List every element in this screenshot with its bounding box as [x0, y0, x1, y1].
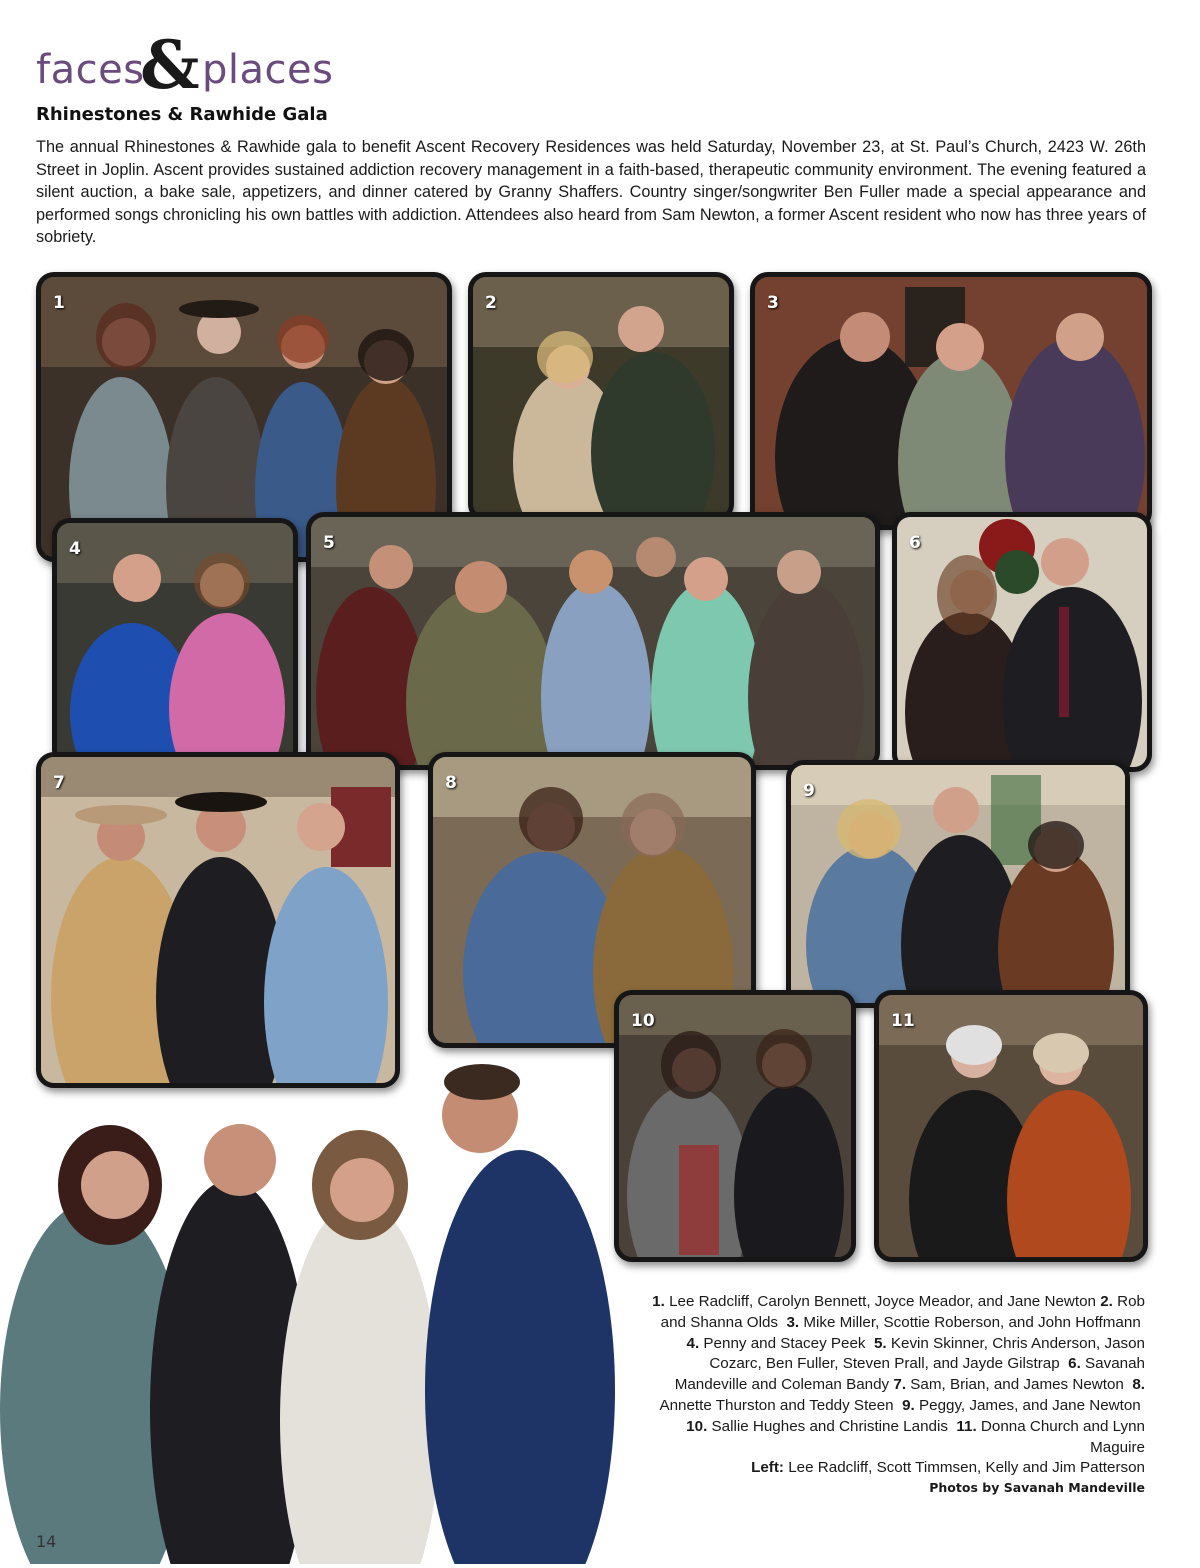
photo-9 — [786, 760, 1130, 1008]
photo-number: 2 — [485, 293, 497, 313]
caption-text: Donna Church and Lynn Maguire — [980, 1417, 1145, 1456]
photo-6 — [892, 512, 1152, 772]
caption-text: Mike Miller, Scottie Roberson, and John Hoffmann — [803, 1313, 1141, 1331]
photo-number: 11 — [891, 1011, 915, 1031]
photo-left-group-cutout — [0, 1050, 620, 1564]
photo-number: 5 — [323, 533, 335, 553]
caption-text: Rob and Shanna Olds — [660, 1293, 1145, 1331]
caption-label: 7. — [893, 1376, 907, 1394]
caption-label: 8. — [1132, 1376, 1145, 1394]
caption-label: Left: — [751, 1459, 784, 1477]
photo-captions — [650, 1292, 1145, 1479]
photo-number: 1 — [53, 293, 65, 313]
photo-number: 9 — [803, 781, 815, 801]
masthead-word-faces: faces — [36, 47, 145, 93]
page-number: 14 — [36, 1532, 57, 1551]
caption-text: Annette Thurston and Teddy Steen — [659, 1396, 894, 1414]
photo-number: 7 — [53, 773, 65, 793]
caption-text: Kevin Skinner, Chris Anderson, Jason Cozarc, Ben Fuller, Steven Prall, and Jayde Gilstrap — [709, 1334, 1145, 1373]
caption-text: Lee Radcliff, Carolyn Bennett, Joyce Meador, and Jane Newton — [669, 1293, 1096, 1310]
photo-5 — [306, 512, 880, 770]
caption-label: 10. — [686, 1417, 708, 1435]
caption-text: Penny and Stacey Peek — [703, 1334, 866, 1352]
caption-text: Lee Radcliff, Scott Timmsen, Kelly and Jim Patterson — [788, 1459, 1145, 1477]
masthead-ampersand: & — [140, 26, 200, 104]
caption-text: Sallie Hughes and Christine Landis — [711, 1417, 948, 1435]
photo-number: 4 — [69, 539, 81, 559]
caption-label: 5. — [873, 1334, 887, 1352]
photo-number: 3 — [767, 293, 779, 313]
photo-10 — [614, 990, 856, 1262]
photo-4 — [52, 518, 298, 768]
masthead-word-places: places — [202, 47, 334, 93]
caption-label: 2. — [1100, 1293, 1113, 1310]
caption-label: 11. — [956, 1417, 977, 1435]
article-intro: The annual Rhinestones & Rawhide gala to benefit Ascent Recovery Residences was held Saturday, November 23, at St. Paul’s Church, 2423 W. 26th Street in Joplin. Ascent provides sustained addiction recovery management in a faith-based, therapeutic community environment. The evening featured a silent auction, a bake sale, appetizers, and dinner catered by Granny Shaffers. Country singer/songwriter Ben Fuller made a special appearance and performed songs chronicling his own battles with addiction. Attendees also heard from Sam Newton, a former Ascent resident who now has three years of sobriety. — [36, 138, 1146, 246]
caption-label: 3. — [786, 1313, 800, 1331]
photo-2 — [468, 272, 734, 522]
article-headline: Rhinestones & Rawhide Gala — [36, 104, 328, 125]
caption-label: 9. — [902, 1396, 915, 1414]
photo-number: 8 — [445, 773, 457, 793]
caption-label: 4. — [686, 1334, 700, 1352]
photo-number: 10 — [631, 1011, 655, 1031]
photo-11 — [874, 990, 1148, 1262]
masthead-logo — [36, 26, 356, 104]
photo-number: 6 — [909, 533, 921, 553]
photo-7 — [36, 752, 400, 1088]
photo-credit: Photos by Savanah Mandeville — [929, 1480, 1145, 1495]
caption-text: Savanah Mandeville and Coleman Bandy — [674, 1355, 1145, 1394]
caption-label: 1. — [652, 1293, 665, 1310]
caption-text: Peggy, James, and Jane Newton — [919, 1396, 1141, 1414]
caption-label: 6. — [1068, 1355, 1081, 1373]
caption-text: Sam, Brian, and James Newton — [910, 1376, 1124, 1394]
photo-3 — [750, 272, 1152, 530]
